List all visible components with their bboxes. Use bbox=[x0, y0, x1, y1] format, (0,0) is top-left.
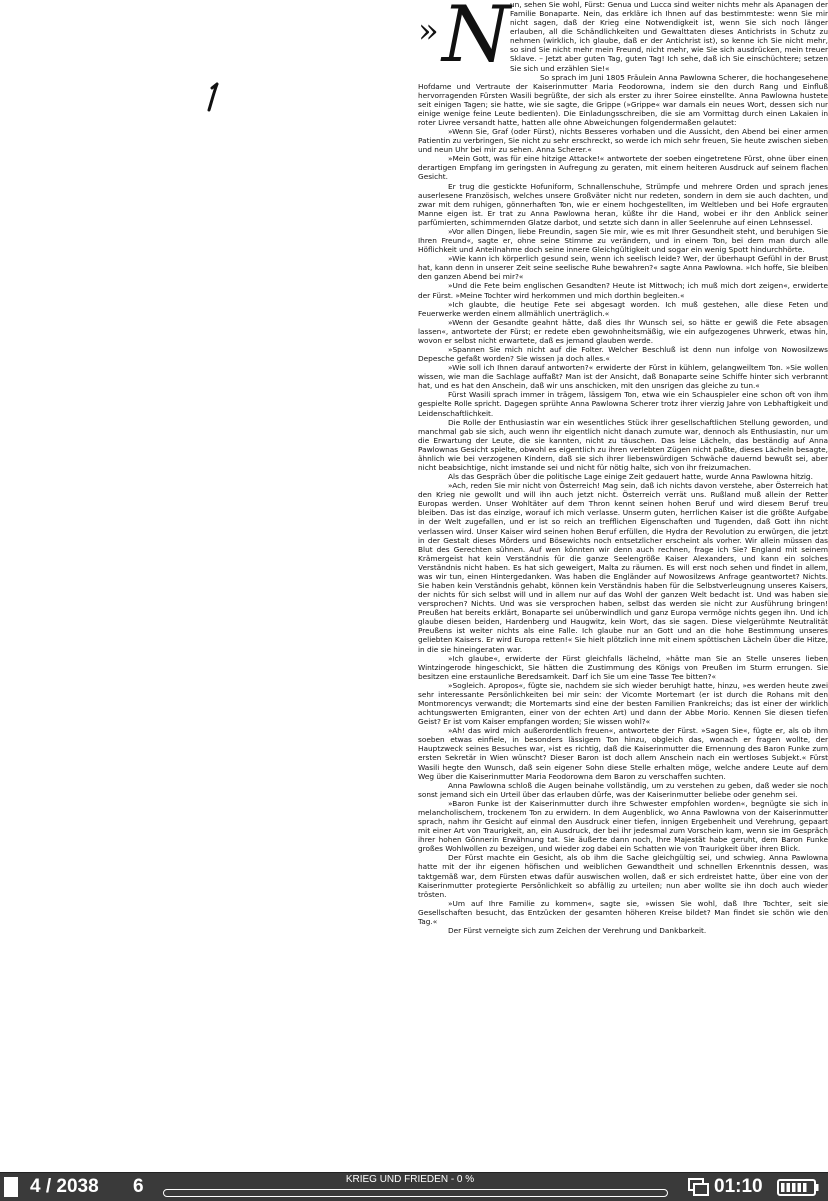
paragraph: »Wenn der Gesandte geahnt hätte, daß dies Ihr Wunsch sei, so hätte er gewiß die Fete absagen lassen«, antwortete der Fürst; er redete eben gewohnheitsmäßig, wie ein aufgezogenes Uhrwerk, etwas hin, wovon er selbst nicht erwartete, daß es jemand glauben werde. bbox=[418, 317, 828, 345]
paragraph: Anna Pawlowna schloß die Augen beinahe vollständig, um zu verstehen zu geben, daß weder sie noch sonst jemand sich ein Urteil über das erlauben dürfe, was der Kaiserinmutter beliebe oder genehm sei. bbox=[418, 780, 828, 799]
drop-cap-letter: N bbox=[442, 0, 511, 80]
battery-cell bbox=[798, 1183, 802, 1192]
paragraph: »Ah! das wird mich außerordentlich freuen«, antwortete der Fürst. »Sagen Sie«, fügte er, als ob ihm soeben etwas einfiele, in besonders lässigem Ton hinzu, obgleich das, wonach er fragen wollte, der Hauptzweck seines Besuches war, »ist es richtig, daß die Kaiserinmutter die Ernennung des Baron Funke zum ersten Sekretär in Wien wünscht? Dieser Baron ist doch allem Anschein nach ein wertloses Subjekt.« Fürst Wasili hegte den Wunsch, daß sein eigener Sohn diese Stelle erhalten möge, welche andere Leute auf dem Weg über die Kaiserinmutter Maria Feodorowna dem Baron zu verschaffen suchten. bbox=[418, 726, 828, 781]
paragraph: »Um auf Ihre Familie zu kommen«, sagte sie, »wissen Sie wohl, daß Ihre Tochter, seit sie Gesellschaften besucht, das Entzücken der gesamten höheren Kreise bildet? Man findet sie schön wie den Tag.« bbox=[418, 898, 828, 926]
paragraph: »Vor allen Dingen, liebe Freundin, sagen Sie mir, wie es mit Ihrer Gesundheit steht, und beruhigen Sie Ihren Freund«, sagte er, ohne seine Stimme zu verändern, und in einem Ton, bei dem man durch alle Höflichkeit und Anteilnahme doch seine innere Gleichgültigkeit und sogar ein wenig Spott hindurchhörte. bbox=[418, 226, 828, 255]
paragraph: Die Rolle der Enthusiastin war ein wesentliches Stück ihrer gesellschaftlichen Stellung geworden, und manchmal gab sie sich, auch wenn ihr eigentlich nicht danach zumute war, dennoch als Enthusiastin, nur um die Erwartung der Leute, die sie kannten, nicht zu täuschen. Das leise Lächeln, das beständig auf Anna Pawlownas Gesicht spielte, obwohl es eigentlich zu ihren verlebten Zügen nicht paßte, dieses Lächeln besagte, ähnlich wie bei verzogenen Kindern, daß sie sich ihrer liebenswürdigen Schwäche dauernd bewußt sei, aber nicht beabsichtige, nicht imstande sei und nicht für nötig halte, sich von ihr freizumachen. bbox=[418, 417, 828, 472]
paragraph: »Ich glaubte, die heutige Fete sei abgesagt worden. Ich muß gestehen, alle diese Feten und Feuerwerke werden einem allmählich unerträglich.« bbox=[418, 299, 828, 318]
paragraph: »Ach, reden Sie mir nicht von Österreich! Mag sein, daß ich nichts davon verstehe, aber Österreich hat den Krieg nie gewollt und will ihn auch jetzt nicht. Österreich verrät uns. Rußland muß allein der Retter Europas werden. Unser Wohltäter auf dem Thron kennt seinen hohen Beruf und wird diesem Beruf treu bleiben. Das ist das einzige, worauf ich mich verlasse. Unserm guten, herrlichen Kaiser ist die größte Aufgabe in der Welt zugefallen, und er ist so reich an trefflichen Eigenschaften und Tugenden, daß Gott ihn nicht verlassen wird. Unser Kaiser wird seinen hohen Beruf erfüllen, die Hydra der Revolution zu erwürgen, die jetzt in der Gestalt dieses Mörders und Bösewichts noch entsetzlicher erscheint als vorher. Wir allein müssen das Blut des Gerechten sühnen. Auf wen könnten wir denn auch rechnen, frage ich Sie? England mit seinem Krämergeist hat kein Verständnis für die ganze Seelengröße Kaiser Alexanders, und kann ein solches Verständnis nicht haben. Es hat sich geweigert, Malta zu räumen. Es will erst noch sehen und findet in allem, was wir tun, einen Hintergedanken. Was haben die Engländer auf Nowosilzews Anfrage geantwortet? Nichts. Sie haben kein Verständnis gehabt, können kein Verständnis haben für die Selbstverleugnung unseres Kaisers, der nichts für sich selbst will und in allem nur auf das Wohl der ganzen Welt bedacht ist. Und was haben sie versprochen? Nichts. Und was sie versprochen haben, selbst das werden sie nicht zur Ausführung bringen! Preußen hat bereits erklärt, Bonaparte sei unüberwindlich und ganz Europa vermöge nichts gegen ihn. Und ich glaube diesen beiden, Hardenberg und Haugwitz, kein Wort, das sie sagen. Diese vielgerühmte Neutralität Preußens ist weiter nichts als eine Falle. Ich glaube nur an Gott und an die hohe Bestimmung unseres geliebten Kaisers. Er wird Europa retten!« Sie hielt plötzlich inne mit einem spöttischen Lächeln über die Hitze, in die sie hineingeraten war. bbox=[418, 481, 828, 654]
chapter-numeral-mark bbox=[203, 80, 227, 114]
paragraph: Er trug die gestickte Hofuniform, Schnallenschuhe, Strümpfe und mehrere Orden und sprach jenes auserlesene Französisch, welches unsere Großväter nicht nur redeten, sondern in dem sie auch dachten, und zwar mit dem ruhigen, gönnerhaften Ton, wie er einem hochgestellten, im Weltleben und bei Hofe ergrauten Manne eigen ist. Er trat zu Anna Pawlowna heran, küßte ihr die Hand, wobei er ihr den Anblick seiner parfümierten, schimmernden Glatze darbot, und setzte sich dann in aller Seelenruhe auf einen Lehnsessel. bbox=[418, 181, 828, 227]
battery-cell bbox=[787, 1183, 791, 1192]
page-position[interactable]: 4 / 2038 bbox=[30, 1176, 99, 1197]
paragraph: Der Fürst verneigte sich zum Zeichen der Verehrung und Dankbarkeit. bbox=[448, 925, 707, 935]
drop-cap-guillemet: » bbox=[418, 11, 439, 51]
battery-cell bbox=[792, 1183, 796, 1192]
book-text bbox=[418, 0, 828, 935]
paragraph: »Sogleich. Apropos«, fügte sie, nachdem sie sich wieder beruhigt hatte, hinzu, »es werden heute zwei sehr interessante Persönlichkeiten bei mir sein: der Vicomte Mortemart (er ist durch die Rohans mit den Montmorencys verwandt; die Mortemarts sind eine der besten Familien Frankreichs; das ist einer der wirklich achtungswerten Emigranten, einer von der echten Art) und dann der Abbe Morio. Kennen Sie diesen tiefen Geist? Er ist vom Kaiser empfangen worden; Sie wissen wohl?« bbox=[418, 680, 828, 727]
reading-progress-bar[interactable] bbox=[163, 1189, 668, 1197]
status-bar bbox=[0, 1172, 828, 1201]
paragraph: »Wie kann ich körperlich gesund sein, wenn ich seelisch leide? Wer, der überhaupt Gefühl in der Brust hat, kann denn in unserer Zeit seine seelische Ruhe bewahren?« sagte Anna Pawlowna. »Ich hoffe, Sie bleiben den ganzen Abend bei mir?« bbox=[418, 254, 828, 282]
paragraph: Fürst Wasili sprach immer in trägem, lässigem Ton, etwa wie ein Schauspieler eine schon oft von ihm gespielte Rolle spricht. Dagegen sprühte Anna Pawlowna Scherer trotz ihrer vierzig Jahre von Lebhaftigkeit und Leidenschaftlichkeit. bbox=[418, 390, 828, 418]
battery-icon bbox=[777, 1179, 819, 1196]
paragraph: »Mein Gott, was für eine hitzige Attacke!« antwortete der soeben eingetretene Fürst, ohne über einen derartigen Empfang im geringsten in Aufregung zu geraten, mit einem heiteren Ausdruck auf seinem flachen Gesicht. bbox=[418, 154, 828, 182]
clock: 01:10 bbox=[714, 1176, 763, 1197]
paragraph: »Ich glaube«, erwiderte der Fürst gleichfalls lächelnd, »hätte man Sie an Stelle unseres lieben Wintzingerode hingeschickt, Sie hätten die Zustimmung des Königs von Preußen im Sturm errungen. Sie besitzen eine erstaunliche Beredsamkeit. Darf ich Sie um eine Tasse Tee bitten?« bbox=[418, 653, 828, 681]
paragraph: »Spannen Sie mich nicht auf die Folter. Welcher Beschluß ist denn nun infolge von Nowosilzews Depesche gefaßt worden? Sie wissen ja doch alles.« bbox=[418, 344, 828, 364]
book-title: KRIEG UND FRIEDEN - 0 % bbox=[345, 1174, 475, 1185]
paragraph: Als das Gespräch über die politische Lage einige Zeit gedauert hatte, wurde Anna Pawlowna hitzig. bbox=[448, 472, 813, 482]
paragraph: »Und die Fete beim englischen Gesandten? Heute ist Mittwoch; ich muß mich dort zeigen«, erwiderte der Fürst. »Meine Tochter wird herkommen und mich dorthin begleiten.« bbox=[418, 281, 828, 300]
battery-cell bbox=[803, 1183, 807, 1192]
battery-cell bbox=[781, 1183, 785, 1192]
paragraph: Der Fürst machte ein Gesicht, als ob ihm die Sache gleichgültig sei, und schwieg. Anna Pawlowna hatte mit der ihr eigenen höfischen und weiblichen Gewandtheit und schnellen Erkenntnis dessen, was taktgemäß war, dem Fürsten etwas dafür auswischen wollen, daß er sich erdreistet hatte, über eine von der Kaiserinmutter protegierte Persönlichkeit so abfällig zu urteilen; nun aber wollte sie ihn doch auch wieder trösten. bbox=[418, 853, 828, 899]
paragraph: »Wenn Sie, Graf (oder Fürst), nichts Besseres vorhaben und die Aussicht, den Abend bei einer armen Patientin zu verbringen, Sie nicht zu sehr erschreckt, so werde ich mich sehr freuen, Sie heute zwischen sieben und neun Uhr bei mir zu sehen. Anna Scherer.« bbox=[418, 127, 828, 155]
paragraph: »Baron Funke ist der Kaiserinmutter durch ihre Schwester empfohlen worden«, begnügte sie sich in melancholischem, trockenem Ton zu erwidern. In dem Augenblick, wo Anna Pawlowna von der Kaiserinmutter sprach, nahm ihr Gesicht auf einmal den Ausdruck einer tiefen, innigen Ergebenheit und Verehrung, gepaart mit einer Art von Traurigkeit, an, ein Ausdruck, der bei ihr jedesmal zum Vorschein kam, wenn sie im Gespräch ihrer hohen Gönnerin Erwähnung tat. Sie äußerte dann noch, Ihre Majestät habe geruht, dem Baron Funke großes Wohlwollen zu bezeigen, und wieder zog dabei ein Schatten wie von Traurigkeit über ihren Blick. bbox=[418, 798, 828, 854]
paragraph: So sprach im Juni 1805 Fräulein Anna Pawlowna Scherer, die hochangesehene Hofdame und Vertraute der Kaiserinmutter Maria Feodorowna, indem sie den durch Rang und Einfluß hervorragenden Fürsten Wasili begrüßte, der sich als erster zu ihrer Soiree einstellte. Anna Pawlowna hustete seit einigen Tagen; sie hatte, wie sie sagte, die Grippe (»Grippe« war damals ein neues Wort, dessen sich nur einige wenige feine Leute bedienten). Die Einladungsschreiben, die sie am Vormittag durch einen Lakaien in roter Livree versandt hatte, hatten alle ohne Abweichungen folgendermaßen gelautet: bbox=[418, 72, 828, 128]
tasks-icon[interactable] bbox=[688, 1178, 710, 1196]
chapter-number: 6 bbox=[133, 1176, 144, 1197]
paragraph: »Wie soll ich Ihnen darauf antworten?« erwiderte der Fürst in kühlem, gelangweiltem Ton. »Sie wollen wissen, wie man die Sachlage auffaßt? Man ist der Ansicht, daß Bonaparte seine Schiffe hinter sich verbrannt hat, und es hat den Anschein, daß wir uns anschicken, mit den unsrigen das gleiche zu tun.« bbox=[418, 363, 828, 391]
paragraph: un, sehen Sie wohl, Fürst: Genua und Lucca sind weiter nichts mehr als Apanagen der Familie Bonaparte. Nein, das erkläre ich Ihnen auf das bestimmteste: wenn Sie mir nicht sagen, daß der Krieg eine Notwendigkeit ist, wenn Sie sich noch länger erlauben, all die Schändlichkeiten und Gewalttaten dieses Antichrists in Schutz zu nehmen (wirklich, ich glaube, daß er der Antichrist ist), so kenne ich Sie nicht mehr, so sind Sie nicht mehr mein Freund, nicht mehr, wie Sie sich ausdrücken, mein treuer Sklave. – Jetzt aber guten Tag, guten Tag! Ich sehe, daß ich Sie einschüchtere; setzen Sie sich und erzählen Sie!« bbox=[510, 0, 828, 73]
bookmark-icon[interactable] bbox=[4, 1177, 18, 1197]
